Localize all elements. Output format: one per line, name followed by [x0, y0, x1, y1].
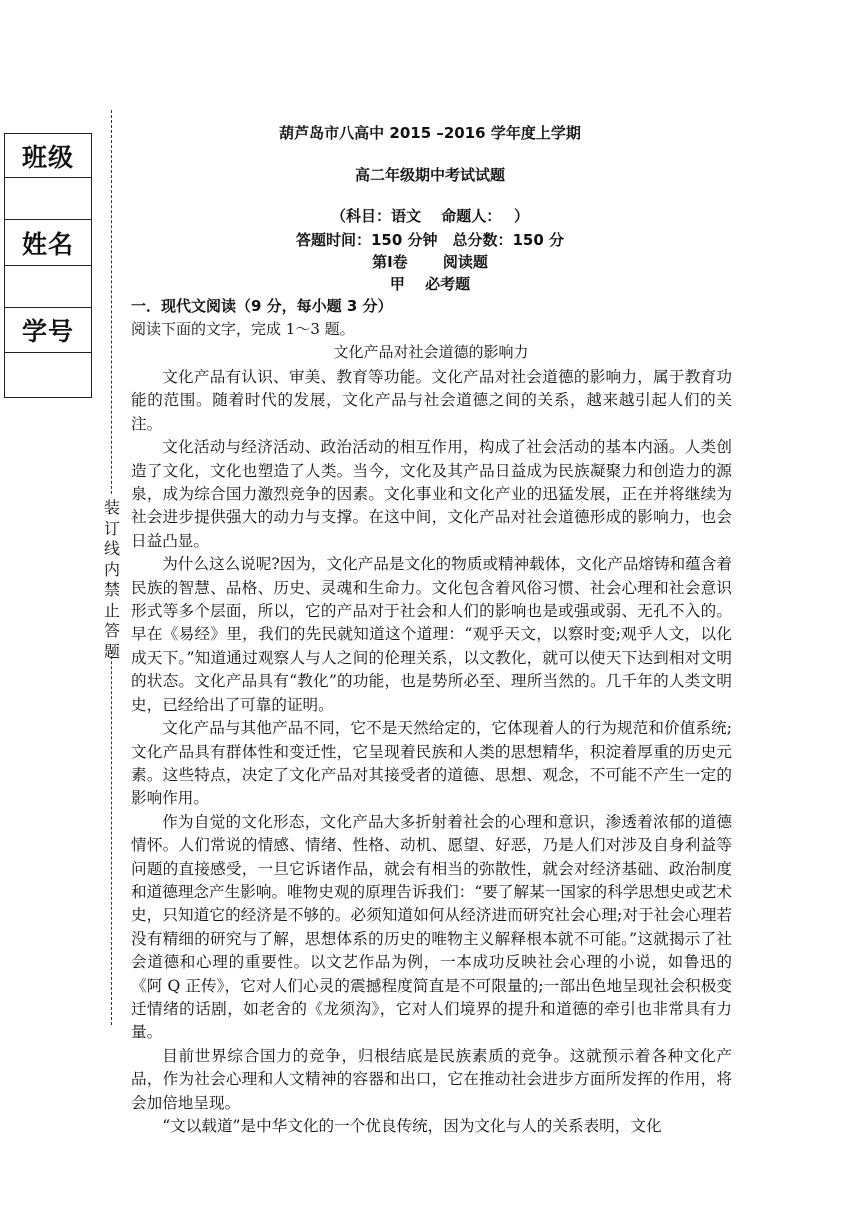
section-instruction: 阅读下面的文字，完成 1～3 题。	[131, 320, 355, 338]
school-line: 葫芦岛市八高中 2015 –2016 学年度上学期	[279, 124, 581, 142]
student-id-blank-field[interactable]	[5, 353, 91, 397]
article-paragraph: 文化活动与经济活动、政治活动的相互作用，构成了社会活动的基本内涵。人类创造了文化，文化也塑造了人类。当今，文化及其产品日益成为民族凝聚力和创造力的源泉，成为综合国力激烈竞争的因素。文化事业和文化产业的迅猛发展，正在并将继续为社会进步提供强大的动力与支撑。在这中间，文化产品对社会道德形成的影响力，也会日益凸显。	[131, 438, 732, 550]
student-info-box	[4, 133, 92, 398]
article-paragraph: 文化产品与其他产品不同，它不是天然给定的，它体现着人的行为规范和价值系统;文化产品具有群体性和变迁性，它呈现着民族和人类的思想精华，积淀着厚重的历史元素。这些特点，决定了文化产品对其接受者的道德、思想、观念，不可能不产生一定的影响作用。	[131, 719, 732, 808]
time-score-line: 答题时间：150 分钟 总分数：150 分	[295, 231, 565, 249]
class-blank-field[interactable]	[5, 178, 91, 220]
article-paragraph: 为什么这么说呢?因为，文化产品是文化的物质或精神载体，文化产品熔铸和蕴含着民族的智慧、品格、历史、灵魂和生命力。文化包含着风俗习惯、社会心理和社会意识形式等多个层面，所以，它的产品对于社会和人们的影响也是或强或弱、无孔不入的。早在《易经》里，我们的先民就知道这个道理：“观乎天文，以察时变;观乎人文，以化成天下。”知道通过观察人与人之间的伦理关系，以文教化，就可以使天下达到相对文明的状态。文化产品具有“教化”的功能，也是势所必至、理所当然的。几千年的人类文明史，已经给出了可靠的证明。	[131, 555, 732, 714]
article-paragraph: “文以载道”是中华文化的一个优良传统，因为文化与人的关系表明，文化	[162, 1117, 662, 1135]
name-blank-field[interactable]	[5, 266, 91, 308]
student-id-label: 学号	[5, 308, 91, 353]
subject-line: （科目：语文 命题人： ）	[331, 207, 529, 225]
binding-notice: 装订线内禁止答题	[103, 498, 120, 661]
part-line: 甲 必考题	[389, 275, 471, 293]
article-body	[131, 366, 732, 1138]
volume-line: 第Ⅰ卷 阅读题	[372, 253, 488, 271]
exam-title: 高二年级期中考试试题	[354, 166, 505, 184]
section-title: 一．现代文阅读（9 分，每小题 3 分）	[131, 297, 393, 315]
class-label: 班级	[5, 134, 91, 178]
article-paragraph: 文化产品有认识、审美、教育等功能。文化产品对社会道德的影响力，属于教育功能的范围。随着时代的发展，文化产品与社会道德之间的关系，越来越引起人们的关注。	[131, 368, 732, 433]
article-paragraph: 目前世界综合国力的竞争，归根结底是民族素质的竞争。这就预示着各种文化产品，作为社会心理和人文精神的容器和出口，它在推动社会进步方面所发挥的作用，将会加倍地呈现。	[131, 1046, 732, 1112]
article-paragraph: 作为自觉的文化形态，文化产品大多折射着社会的心理和意识，渗透着浓郁的道德情怀。人们常说的情感、情绪、性格、动机、愿望、好恶，乃是人们对涉及自身利益等问题的直接感受，一旦它诉诸作品，就会有相当的弥散性，就会对经济基础、政治制度和道德理念产生影响。唯物史观的原理告诉我们：“要了解某一国家的科学思想史或艺术史，只知道它的经济是不够的。必须知道如何从经济进而研究社会心理;对于社会心理若没有精细的研究与了解，思想体系的历史的唯物主义解释根本就不可能。”这就揭示了社会道德和心理的重要性。以文艺作品为例，一本成功反映社会心理的小说，如鲁迅的《阿 Q 正传》，它对人们心灵的震撼程度简直是不可限量的;一部出色地呈现社会积极变迁情绪的话剧，如老舍的《龙须沟》，它对人们境界的提升和道德的牵引也非常具有力量。	[131, 812, 732, 1042]
article-title: 文化产品对社会道德的影响力	[333, 343, 529, 361]
name-label: 姓名	[5, 220, 91, 266]
